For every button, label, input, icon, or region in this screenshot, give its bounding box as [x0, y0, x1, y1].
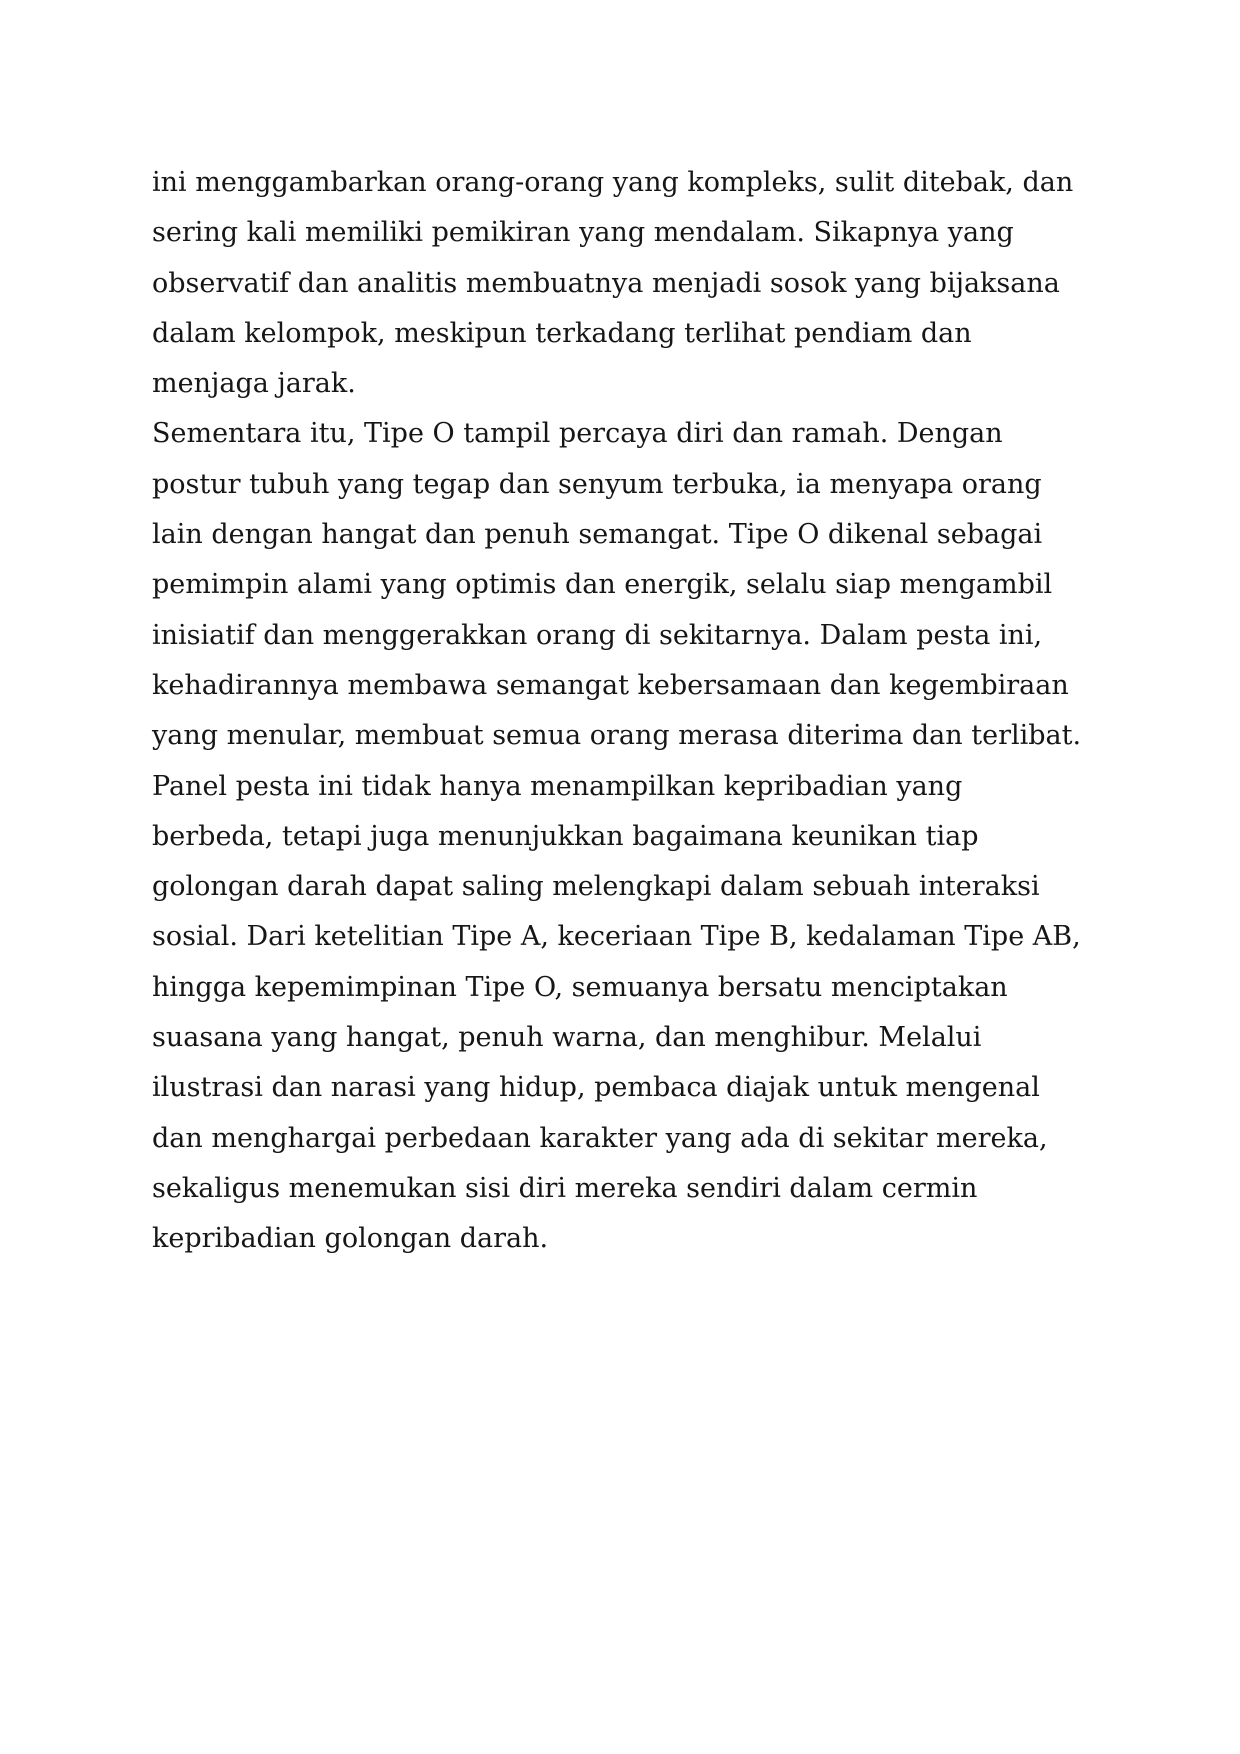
text-line: dalam kelompok, meskipun terkadang terlihat pendiam dan — [152, 317, 972, 349]
text-line: dan menghargai perbedaan karakter yang ada di sekitar mereka, — [152, 1122, 1048, 1154]
text-line: kehadirannya membawa semangat kebersamaan dan kegembiraan — [152, 669, 1069, 701]
text-line: Panel pesta ini tidak hanya menampilkan kepribadian yang — [152, 770, 963, 802]
body-text — [152, 158, 1112, 1265]
text-line: golongan darah dapat saling melengkapi dalam sebuah interaksi — [152, 871, 1040, 903]
text-line: menjaga jarak. — [152, 368, 356, 400]
text-line: Sementara itu, Tipe O tampil percaya diri dan ramah. Dengan — [152, 418, 1003, 450]
text-line: ilustrasi dan narasi yang hidup, pembaca diajak untuk mengenal — [152, 1072, 1040, 1104]
text-line: observatif dan analitis membuatnya menjadi sosok yang bijaksana — [152, 267, 1060, 299]
text-line: lain dengan hangat dan penuh semangat. Tipe O dikenal sebagai — [152, 519, 1043, 551]
text-line: inisiatif dan menggerakkan orang di sekitarnya. Dalam pesta ini, — [152, 619, 1043, 651]
text-line: yang menular, membuat semua orang merasa diterima dan terlibat. — [152, 720, 1082, 752]
text-line: sering kali memiliki pemikiran yang mendalam. Sikapnya yang — [152, 217, 1014, 249]
text-line: ini menggambarkan orang-orang yang kompleks, sulit ditebak, dan — [152, 167, 1074, 198]
text-line: berbeda, tetapi juga menunjukkan bagaimana keunikan tiap — [152, 820, 979, 852]
text-line: hingga kepemimpinan Tipe O, semuanya bersatu menciptakan — [152, 971, 1008, 1003]
text-line: pemimpin alami yang optimis dan energik, selalu siap mengambil — [152, 569, 1053, 601]
text-line: suasana yang hangat, penuh warna, dan menghibur. Melalui — [152, 1022, 982, 1054]
text-line: sekaligus menemukan sisi diri mereka sendiri dalam cermin — [152, 1172, 978, 1204]
text-line: kepribadian golongan darah. — [152, 1223, 549, 1255]
text-line: sosial. Dari ketelitian Tipe A, keceriaan Tipe B, kedalaman Tipe AB, — [152, 921, 1081, 953]
text-line: postur tubuh yang tegap dan senyum terbuka, ia menyapa orang — [152, 468, 1042, 500]
